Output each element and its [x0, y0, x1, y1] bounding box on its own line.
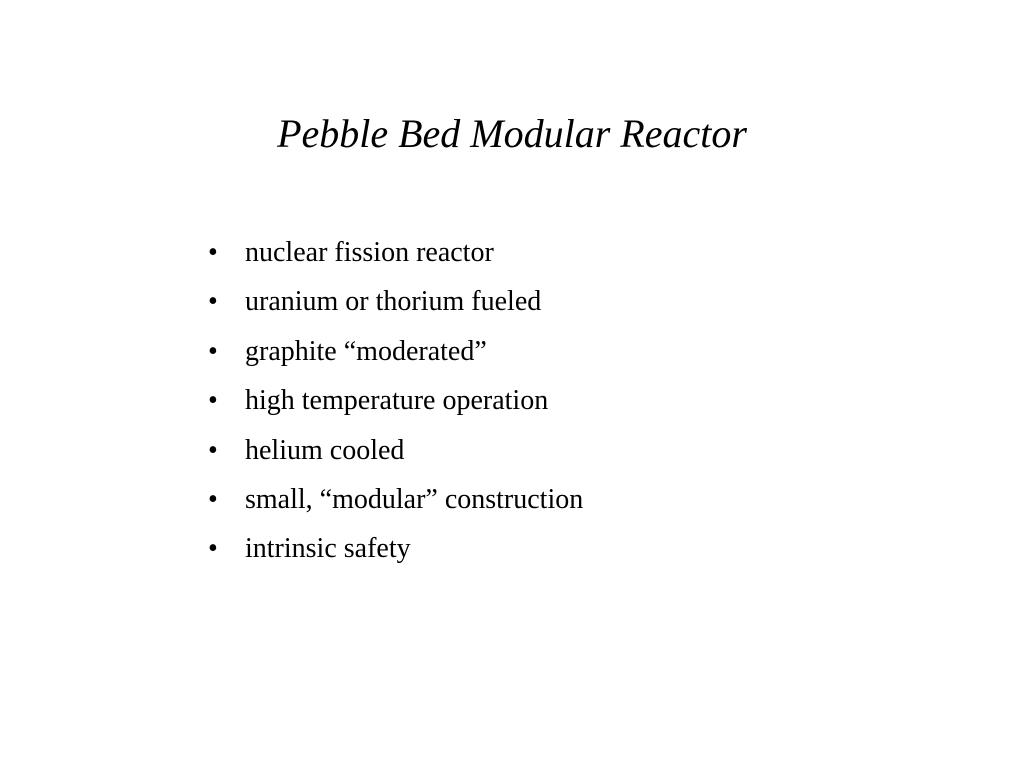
bullet-text: nuclear fission reactor	[245, 237, 494, 268]
bullet-marker: •	[208, 533, 218, 565]
bullet-item	[208, 277, 583, 326]
bullet-item	[208, 524, 583, 573]
bullet-text: uranium or thorium fueled	[245, 286, 542, 318]
bullet-marker: •	[208, 434, 218, 466]
bullet-list	[208, 228, 583, 574]
bullet-marker: •	[208, 286, 218, 318]
bullet-text: high temperature operation	[245, 385, 549, 417]
slide-title: Pebble Bed Modular Reactor	[277, 111, 747, 156]
bullet-text: small, “modular” construction	[245, 484, 584, 516]
bullet-marker: •	[208, 237, 218, 268]
bullet-item	[208, 426, 583, 475]
bullet-marker: •	[208, 484, 218, 516]
bullet-text: graphite “moderated”	[245, 335, 487, 367]
bullet-marker: •	[208, 335, 218, 367]
bullet-marker: •	[208, 385, 218, 417]
bullet-item	[208, 475, 583, 524]
bullet-item	[208, 327, 583, 376]
bullet-text: helium cooled	[245, 434, 405, 466]
bullet-item	[208, 376, 583, 425]
bullet-text: intrinsic safety	[245, 533, 411, 565]
bullet-item	[208, 228, 583, 277]
